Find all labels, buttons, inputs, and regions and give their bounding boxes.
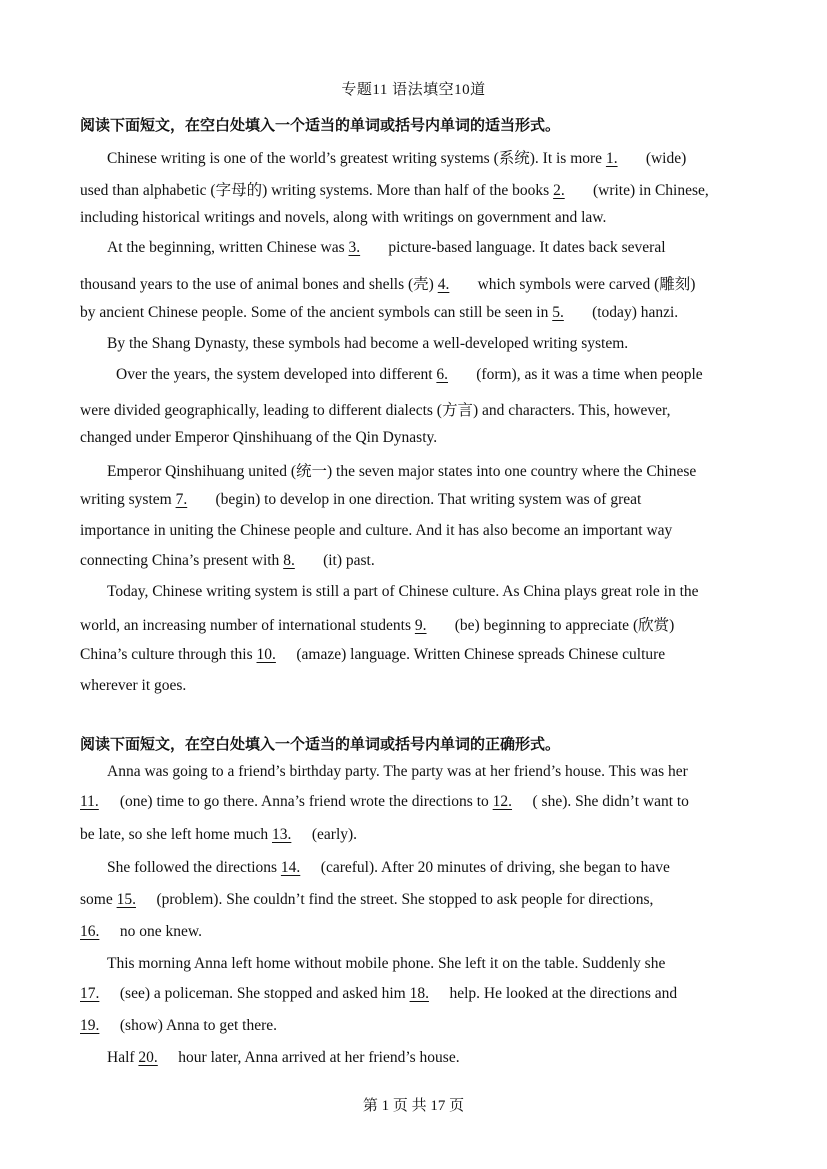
passage-2-line-6: 16. no one knew. [80,923,202,940]
passage-1-line-17: China’s culture through this 10. (amaze) language. Written Chinese spreads Chinese culture [80,646,666,663]
passage-1-line-11: Emperor Qinshihuang united (统一) the seven major states into one country where the Chinese [107,463,697,480]
blank-20[interactable]: 20. [138,1049,158,1066]
passage-1-line-6: by ancient Chinese people. Some of the ancient symbols can still be seen in 5. (today) hanzi. [80,304,679,321]
passage-1-line-16: world, an increasing number of international students 9. (be) beginning to appreciate (欣赏) [80,617,675,634]
passage-1-line-14: connecting China’s present with 8. (it) past. [80,552,375,569]
passage-2-line-4: She followed the directions 14. (careful). After 20 minutes of driving, she began to have [107,859,670,876]
instruction-1: 阅读下面短文，在空白处填入一个适当的单词或括号内单词的适当形式。 [80,116,561,134]
blank-7[interactable]: 7. [175,491,188,508]
blank-2[interactable]: 2. [553,182,565,199]
passage-2-line-5: some 15. (problem). She couldn’t find the street. She stopped to ask people for directions, [80,891,654,908]
passage-1-line-2: used than alphabetic (字母的) writing systems. More than half of the books 2. (write) in Chinese, [80,182,709,199]
passage-2-line-1: Anna was going to a friend’s birthday party. The party was at her friend’s house. This was her [107,763,688,780]
passage-1-line-9: were divided geographically, leading to different dialects (方言) and characters. This, however, [80,402,671,419]
blank-15[interactable]: 15. [116,891,136,908]
blank-14[interactable]: 14. [280,859,301,876]
passage-1-line-8: Over the years, the system developed into different 6. (form), as it was a time when people [116,366,703,383]
passage-1-line-7: By the Shang Dynasty, these symbols had become a well-developed writing system. [107,335,629,352]
passage-2-line-3: be late, so she left home much 13. (early). [80,826,358,843]
passage-2-line-7: This morning Anna left home without mobile phone. She left it on the table. Suddenly she [107,955,666,972]
passage-1-line-12: writing system 7. (begin) to develop in one direction. That writing system was of great [80,491,642,508]
passage-1-line-1: Chinese writing is one of the world’s greatest writing systems (系统). It is more 1. (wide) [107,150,687,167]
instruction-2: 阅读下面短文，在空白处填入一个适当的单词或括号内单词的正确形式。 [80,735,561,753]
passage-1-line-3: including historical writings and novels, along with writings on government and law. [80,209,607,226]
page-title: 专题11 语法填空10道 [341,82,486,98]
blank-6[interactable]: 6. [436,366,449,383]
blank-17[interactable]: 17. [80,985,100,1002]
passage-1-line-13: importance in uniting the Chinese people and culture. And it has also become an important way [80,522,673,539]
passage-1-line-10: changed under Emperor Qinshihuang of the Qin Dynasty. [80,429,438,446]
passage-1-line-18: wherever it goes. [80,677,187,694]
blank-5[interactable]: 5. [552,304,564,321]
passage-2-line-10: Half 20. hour later, Anna arrived at her friend’s house. [107,1049,460,1066]
blank-4[interactable]: 4. [437,276,450,293]
blank-13[interactable]: 13. [271,826,292,843]
passage-2-line-8: 17. (see) a policeman. She stopped and asked him 18. help. He looked at the directions and [80,985,678,1002]
blank-11[interactable]: 11. [80,793,99,810]
passage-1-line-4: At the beginning, written Chinese was 3. picture-based language. It dates back several [107,239,666,256]
blank-8[interactable]: 8. [283,552,295,569]
blank-12[interactable]: 12. [492,793,513,810]
page-footer: 第 1 页 共 17 页 [362,1098,465,1114]
blank-16[interactable]: 16. [80,923,100,940]
blank-1[interactable]: 1. [605,150,618,167]
passage-1-line-15: Today, Chinese writing system is still a part of Chinese culture. As China plays great role in the [107,583,699,600]
blank-10[interactable]: 10. [256,646,276,663]
blank-18[interactable]: 18. [409,985,429,1002]
passage-2-line-9: 19. (show) Anna to get there. [80,1017,277,1034]
blank-19[interactable]: 19. [80,1017,100,1034]
blank-9[interactable]: 9. [414,617,427,634]
passage-2-line-2: 11. (one) time to go there. Anna’s friend wrote the directions to 12. ( she). She didn’t want to [80,793,689,810]
blank-3[interactable]: 3. [348,239,361,256]
passage-1-line-5: thousand years to the use of animal bones and shells (壳) 4. which symbols were carved (雕刻) [80,276,696,293]
